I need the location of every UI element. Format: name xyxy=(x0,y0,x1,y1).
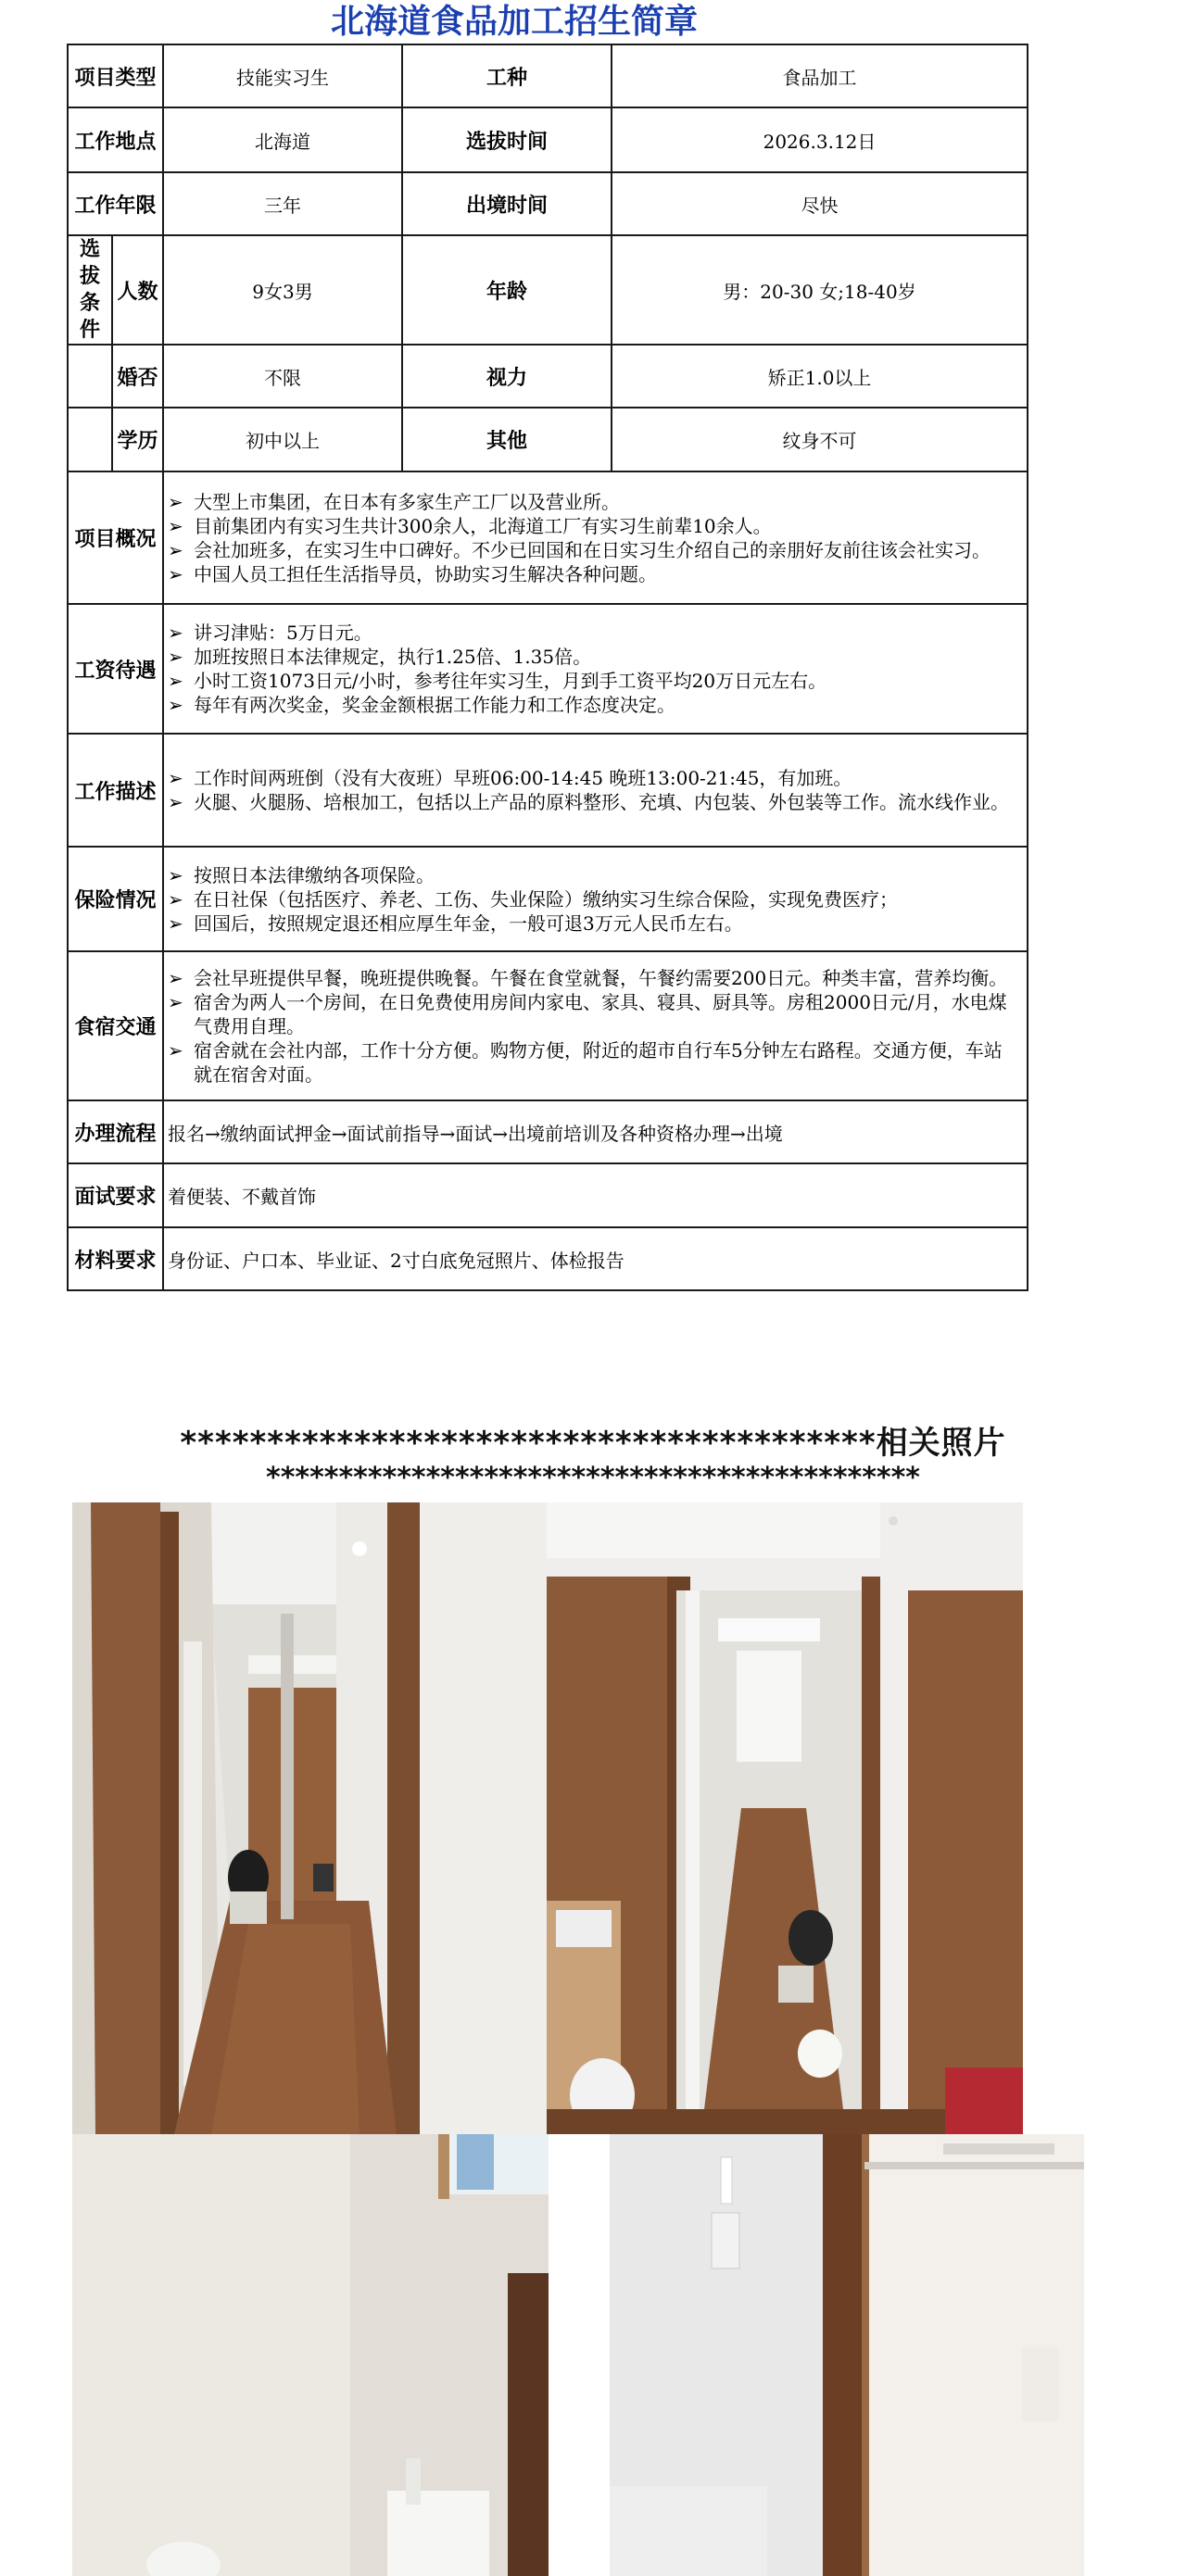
bullet-item: ➢ 按照日本法律缴纳各项保险。 xyxy=(168,863,435,886)
insurance-label: 保险情况 xyxy=(68,847,163,951)
washroom-photo xyxy=(72,2134,549,2576)
recruitment-table xyxy=(67,44,1028,1291)
project-type-value: 技能实习生 xyxy=(163,44,402,107)
bullet-item: ➢ 宿舍为两人一个房间，在日免费使用房间内家电、家具、寝具、厨具等。房租2000日元/月，水电煤气费用自理。 xyxy=(168,990,1007,1037)
bullet-arrow-icon: ➢ xyxy=(168,863,183,886)
work-years-label: 工作年限 xyxy=(68,172,163,235)
bullet-item: ➢ 火腿、火腿肠、培根加工，包括以上产品的原料整形、充填、内包装、外包装等工作。流水线作业。 xyxy=(168,791,1010,813)
bullet-arrow-icon: ➢ xyxy=(168,911,183,935)
bullet-arrow-icon: ➢ xyxy=(168,694,183,716)
other-label: 其他 xyxy=(402,408,612,471)
bullet-arrow-icon: ➢ xyxy=(168,514,183,537)
bullet-item: ➢ 会社早班提供早餐，晚班提供晚餐。午餐在食堂就餐，午餐约需要200日元。种类丰富，营养均衡。 xyxy=(168,966,1008,989)
lodging-content xyxy=(163,951,1028,1100)
interview-label: 面试要求 xyxy=(68,1163,163,1227)
job-type-value: 食品加工 xyxy=(612,44,1028,107)
row-interview xyxy=(68,1163,1028,1227)
process-label: 办理流程 xyxy=(68,1100,163,1163)
room-doorway-photo xyxy=(547,1502,1023,2134)
row-education xyxy=(68,408,1028,471)
materials-value: 身份证、户口本、毕业证、2寸白底免冠照片、体检报告 xyxy=(163,1227,1028,1290)
marital-value: 不限 xyxy=(163,345,402,408)
bullet-item: ➢ 中国人员工担任生活指导员，协助实习生解决各种问题。 xyxy=(168,562,658,585)
salary-label: 工资待遇 xyxy=(68,604,163,734)
bullet-item: ➢ 目前集团内有实习生共计300余人，北海道工厂有实习生前辈10余人。 xyxy=(168,514,772,537)
bullet-arrow-icon: ➢ xyxy=(168,887,183,911)
bullet-arrow-icon: ➢ xyxy=(168,670,183,692)
photos-heading: ****************************************相关照片 xyxy=(180,1425,1006,1462)
bullet-arrow-icon: ➢ xyxy=(168,490,183,513)
bullet-arrow-icon: ➢ xyxy=(168,1038,183,1062)
selection-criteria-label: 选 拔 条 件 xyxy=(68,235,112,345)
headcount-value: 9女3男 xyxy=(163,235,402,345)
hallway-photo xyxy=(72,1502,547,2134)
bullet-arrow-icon: ➢ xyxy=(168,966,183,989)
salary-content xyxy=(163,604,1028,734)
page-title: 北海道食品加工招生简章 xyxy=(330,3,698,41)
bullet-arrow-icon: ➢ xyxy=(168,622,183,644)
project-type-label: 项目类型 xyxy=(68,44,163,107)
education-value: 初中以上 xyxy=(163,408,402,471)
headcount-label: 人数 xyxy=(112,235,163,345)
materials-label: 材料要求 xyxy=(68,1227,163,1290)
work-location-value: 北海道 xyxy=(163,107,402,172)
bullet-item: ➢ 每年有两次奖金，奖金金额根据工作能力和工作态度决定。 xyxy=(168,694,676,716)
criteria-spacer xyxy=(68,408,112,471)
row-project-type xyxy=(68,44,1028,107)
bullet-item: ➢ 在日社保（包括医疗、养老、工伤、失业保险）缴纳实习生综合保险，实现免费医疗； xyxy=(168,887,899,911)
bullet-item: ➢ 讲习津贴：5万日元。 xyxy=(168,622,372,644)
photos-heading-divider: ********************************************* xyxy=(266,1462,920,1494)
process-value: 报名→缴纳面试押金→面试前指导→面试→出境前培训及各种资格办理→出境 xyxy=(163,1100,1028,1163)
row-overview xyxy=(68,471,1028,604)
age-label: 年龄 xyxy=(402,235,612,345)
lodging-label: 食宿交通 xyxy=(68,951,163,1100)
job-type-label: 工种 xyxy=(402,44,612,107)
bullet-arrow-icon: ➢ xyxy=(168,646,183,668)
work-desc-content xyxy=(163,734,1028,847)
vision-label: 视力 xyxy=(402,345,612,408)
row-salary xyxy=(68,604,1028,734)
bullet-arrow-icon: ➢ xyxy=(168,538,183,561)
row-work-years xyxy=(68,172,1028,235)
bullet-item: ➢ 加班按照日本法律规定，执行1.25倍、1.35倍。 xyxy=(168,646,592,668)
row-materials xyxy=(68,1227,1028,1290)
interview-value: 着便装、不戴首饰 xyxy=(163,1163,1028,1227)
work-desc-label: 工作描述 xyxy=(68,734,163,847)
education-label: 学历 xyxy=(112,408,163,471)
row-work-location xyxy=(68,107,1028,172)
bullet-arrow-icon: ➢ xyxy=(168,562,183,585)
departure-time-label: 出境时间 xyxy=(402,172,612,235)
bullet-arrow-icon: ➢ xyxy=(168,791,183,813)
row-marital xyxy=(68,345,1028,408)
bullet-item: ➢ 小时工资1073日元/小时，参考往年实习生，月到手工资平均20万日元左右。 xyxy=(168,670,827,692)
work-years-value: 三年 xyxy=(163,172,402,235)
row-lodging xyxy=(68,951,1028,1100)
departure-time-value: 尽快 xyxy=(612,172,1028,235)
bullet-item: ➢ 会社加班多，在实习生中口碑好。不少已回国和在日实习生介绍自己的亲朋好友前往该会社实习。 xyxy=(168,538,991,561)
row-insurance xyxy=(68,847,1028,951)
bullet-arrow-icon: ➢ xyxy=(168,990,183,1013)
bathroom-photo xyxy=(610,2134,1084,2576)
marital-label: 婚否 xyxy=(112,345,163,408)
bullet-item: ➢ 工作时间两班倒（没有大夜班）早班06:00-14:45 晚班13:00-21:45，有加班。 xyxy=(168,767,852,789)
age-value: 男：20-30 女;18-40岁 xyxy=(612,235,1028,345)
vision-value: 矫正1.0以上 xyxy=(612,345,1028,408)
bullet-item: ➢ 大型上市集团，在日本有多家生产工厂以及营业所。 xyxy=(168,490,621,513)
row-headcount xyxy=(68,235,1028,345)
other-value: 纹身不可 xyxy=(612,408,1028,471)
bullet-item: ➢ 宿舍就在会社内部，工作十分方便。购物方便，附近的超市自行车5分钟左右路程。交通方便，车站就在宿舍对面。 xyxy=(168,1038,1003,1086)
overview-content xyxy=(163,471,1028,604)
selection-time-value: 2026.3.12日 xyxy=(612,107,1028,172)
row-work-desc xyxy=(68,734,1028,847)
bullet-arrow-icon: ➢ xyxy=(168,767,183,789)
work-location-label: 工作地点 xyxy=(68,107,163,172)
bullet-item: ➢ 回国后，按照规定退还相应厚生年金，一般可退3万元人民币左右。 xyxy=(168,911,743,935)
row-process xyxy=(68,1100,1028,1163)
overview-label: 项目概况 xyxy=(68,471,163,604)
insurance-content xyxy=(163,847,1028,951)
criteria-spacer xyxy=(68,345,112,408)
selection-time-label: 选拔时间 xyxy=(402,107,612,172)
